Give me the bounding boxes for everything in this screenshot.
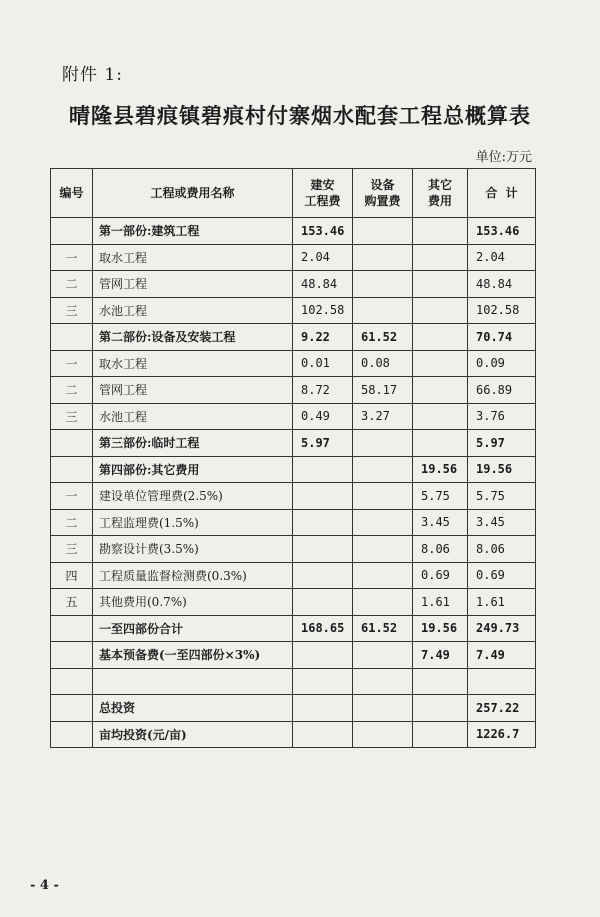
cell-construction-cost: 2.04 xyxy=(293,244,353,271)
cell-total: 257.22 xyxy=(468,695,536,722)
cell-total: 8.06 xyxy=(468,536,536,563)
cell-construction-cost: 48.84 xyxy=(293,271,353,298)
cell-total: 0.09 xyxy=(468,350,536,377)
header-other-cost: 其它 费用 xyxy=(413,169,468,218)
table-row xyxy=(51,297,536,324)
cell-total: 102.58 xyxy=(468,297,536,324)
cell-construction-cost: 9.22 xyxy=(293,324,353,351)
table-row xyxy=(51,456,536,483)
cell-code: 三 xyxy=(51,297,93,324)
cell-total: 153.46 xyxy=(468,218,536,245)
cell-equipment-cost: 3.27 xyxy=(353,403,413,430)
cell-name: 基本预备费(一至四部份×3%) xyxy=(93,642,293,669)
cell-code: 二 xyxy=(51,509,93,536)
cell-code: 一 xyxy=(51,483,93,510)
table-row xyxy=(51,589,536,616)
cell-construction-cost xyxy=(293,695,353,722)
cell-code: 一 xyxy=(51,244,93,271)
cell-other-cost: 3.45 xyxy=(413,509,468,536)
cell-other-cost xyxy=(413,350,468,377)
cell-construction-cost xyxy=(293,509,353,536)
table-row xyxy=(51,668,536,695)
cell-construction-cost: 5.97 xyxy=(293,430,353,457)
cell-name: 工程监理费(1.5%) xyxy=(93,509,293,536)
cell-total: 19.56 xyxy=(468,456,536,483)
cell-equipment-cost xyxy=(353,218,413,245)
cell-name: 水池工程 xyxy=(93,297,293,324)
table-row xyxy=(51,483,536,510)
header-equipment-cost: 设备 购置费 xyxy=(353,169,413,218)
cell-code: 三 xyxy=(51,403,93,430)
table-row xyxy=(51,536,536,563)
table-row xyxy=(51,615,536,642)
cell-total: 249.73 xyxy=(468,615,536,642)
cell-construction-cost xyxy=(293,456,353,483)
cell-equipment-cost xyxy=(353,589,413,616)
table-row xyxy=(51,509,536,536)
cell-name: 取水工程 xyxy=(93,350,293,377)
cell-name: 工程质量监督检测费(0.3%) xyxy=(93,562,293,589)
cell-construction-cost: 0.49 xyxy=(293,403,353,430)
cell-total: 1.61 xyxy=(468,589,536,616)
cell-construction-cost: 153.46 xyxy=(293,218,353,245)
cell-equipment-cost: 0.08 xyxy=(353,350,413,377)
header-code: 编号 xyxy=(51,169,93,218)
cell-total: 2.04 xyxy=(468,244,536,271)
cell-equipment-cost xyxy=(353,695,413,722)
cell-code xyxy=(51,324,93,351)
table-row xyxy=(51,721,536,748)
document-title: 晴隆县碧痕镇碧痕村付寨烟水配套工程总概算表 xyxy=(69,103,531,128)
table-row xyxy=(51,218,536,245)
cell-total: 3.45 xyxy=(468,509,536,536)
cell-construction-cost: 8.72 xyxy=(293,377,353,404)
cell-name: 第三部份:临时工程 xyxy=(93,430,293,457)
cell-total: 0.69 xyxy=(468,562,536,589)
cell-code xyxy=(51,721,93,748)
cell-equipment-cost xyxy=(353,456,413,483)
cell-total: 1226.7 xyxy=(468,721,536,748)
table-row xyxy=(51,642,536,669)
cell-other-cost xyxy=(413,244,468,271)
cell-construction-cost: 168.65 xyxy=(293,615,353,642)
cell-other-cost: 1.61 xyxy=(413,589,468,616)
cell-total: 66.89 xyxy=(468,377,536,404)
budget-table xyxy=(50,168,536,748)
cell-name: 第一部份:建筑工程 xyxy=(93,218,293,245)
page-number: - 4 - xyxy=(30,878,59,893)
cell-code: 二 xyxy=(51,377,93,404)
cell-other-cost xyxy=(413,377,468,404)
table-row xyxy=(51,430,536,457)
cell-other-cost xyxy=(413,721,468,748)
cell-total: 7.49 xyxy=(468,642,536,669)
cell-other-cost: 19.56 xyxy=(413,456,468,483)
cell-construction-cost xyxy=(293,642,353,669)
table-row xyxy=(51,244,536,271)
cell-code: 四 xyxy=(51,562,93,589)
cell-name: 第二部份:设备及安装工程 xyxy=(93,324,293,351)
cell-equipment-cost xyxy=(353,668,413,695)
table-row xyxy=(51,350,536,377)
cell-other-cost: 7.49 xyxy=(413,642,468,669)
cell-total: 5.97 xyxy=(468,430,536,457)
cell-equipment-cost: 61.52 xyxy=(353,615,413,642)
table-row xyxy=(51,403,536,430)
header-name: 工程或费用名称 xyxy=(93,169,293,218)
cell-code xyxy=(51,615,93,642)
cell-other-cost xyxy=(413,695,468,722)
cell-equipment-cost xyxy=(353,297,413,324)
table-row xyxy=(51,324,536,351)
cell-name: 取水工程 xyxy=(93,244,293,271)
cell-other-cost: 8.06 xyxy=(413,536,468,563)
cell-name: 建设单位管理费(2.5%) xyxy=(93,483,293,510)
cell-other-cost: 0.69 xyxy=(413,562,468,589)
cell-equipment-cost xyxy=(353,536,413,563)
cell-code xyxy=(51,695,93,722)
cell-name: 勘察设计费(3.5%) xyxy=(93,536,293,563)
cell-total: 70.74 xyxy=(468,324,536,351)
cell-construction-cost xyxy=(293,536,353,563)
cell-equipment-cost xyxy=(353,721,413,748)
cell-code xyxy=(51,668,93,695)
cell-total: 5.75 xyxy=(468,483,536,510)
table-row xyxy=(51,377,536,404)
cell-other-cost xyxy=(413,324,468,351)
cell-equipment-cost xyxy=(353,430,413,457)
cell-equipment-cost: 58.17 xyxy=(353,377,413,404)
cell-construction-cost xyxy=(293,562,353,589)
cell-construction-cost xyxy=(293,483,353,510)
cell-name xyxy=(93,668,293,695)
unit-label: 单位:万元 xyxy=(475,150,532,165)
table-row xyxy=(51,271,536,298)
table-body xyxy=(51,218,536,748)
table-header-row xyxy=(51,169,536,218)
cell-name: 管网工程 xyxy=(93,271,293,298)
cell-equipment-cost xyxy=(353,483,413,510)
cell-code xyxy=(51,430,93,457)
cell-construction-cost xyxy=(293,668,353,695)
cell-other-cost xyxy=(413,297,468,324)
table-row xyxy=(51,695,536,722)
cell-name: 其他费用(0.7%) xyxy=(93,589,293,616)
cell-other-cost xyxy=(413,668,468,695)
cell-name: 总投资 xyxy=(93,695,293,722)
cell-construction-cost xyxy=(293,721,353,748)
cell-equipment-cost xyxy=(353,244,413,271)
cell-code xyxy=(51,218,93,245)
cell-other-cost xyxy=(413,271,468,298)
cell-code: 一 xyxy=(51,350,93,377)
cell-construction-cost: 0.01 xyxy=(293,350,353,377)
cell-code: 五 xyxy=(51,589,93,616)
cell-other-cost xyxy=(413,430,468,457)
cell-equipment-cost xyxy=(353,509,413,536)
cell-code: 二 xyxy=(51,271,93,298)
header-construction-cost: 建安 工程费 xyxy=(293,169,353,218)
cell-code xyxy=(51,642,93,669)
table-row xyxy=(51,562,536,589)
attachment-label: 附件 1: xyxy=(62,65,123,85)
cell-name: 管网工程 xyxy=(93,377,293,404)
cell-name: 亩均投资(元/亩) xyxy=(93,721,293,748)
cell-other-cost: 19.56 xyxy=(413,615,468,642)
cell-name: 水池工程 xyxy=(93,403,293,430)
cell-name: 一至四部份合计 xyxy=(93,615,293,642)
cell-construction-cost xyxy=(293,589,353,616)
cell-name: 第四部份:其它费用 xyxy=(93,456,293,483)
cell-equipment-cost xyxy=(353,271,413,298)
cell-total xyxy=(468,668,536,695)
cell-total: 48.84 xyxy=(468,271,536,298)
cell-other-cost xyxy=(413,403,468,430)
cell-code xyxy=(51,456,93,483)
cell-equipment-cost: 61.52 xyxy=(353,324,413,351)
header-total: 合 计 xyxy=(468,169,536,218)
cell-equipment-cost xyxy=(353,642,413,669)
cell-other-cost xyxy=(413,218,468,245)
cell-code: 三 xyxy=(51,536,93,563)
cell-total: 3.76 xyxy=(468,403,536,430)
cell-other-cost: 5.75 xyxy=(413,483,468,510)
cell-equipment-cost xyxy=(353,562,413,589)
cell-construction-cost: 102.58 xyxy=(293,297,353,324)
